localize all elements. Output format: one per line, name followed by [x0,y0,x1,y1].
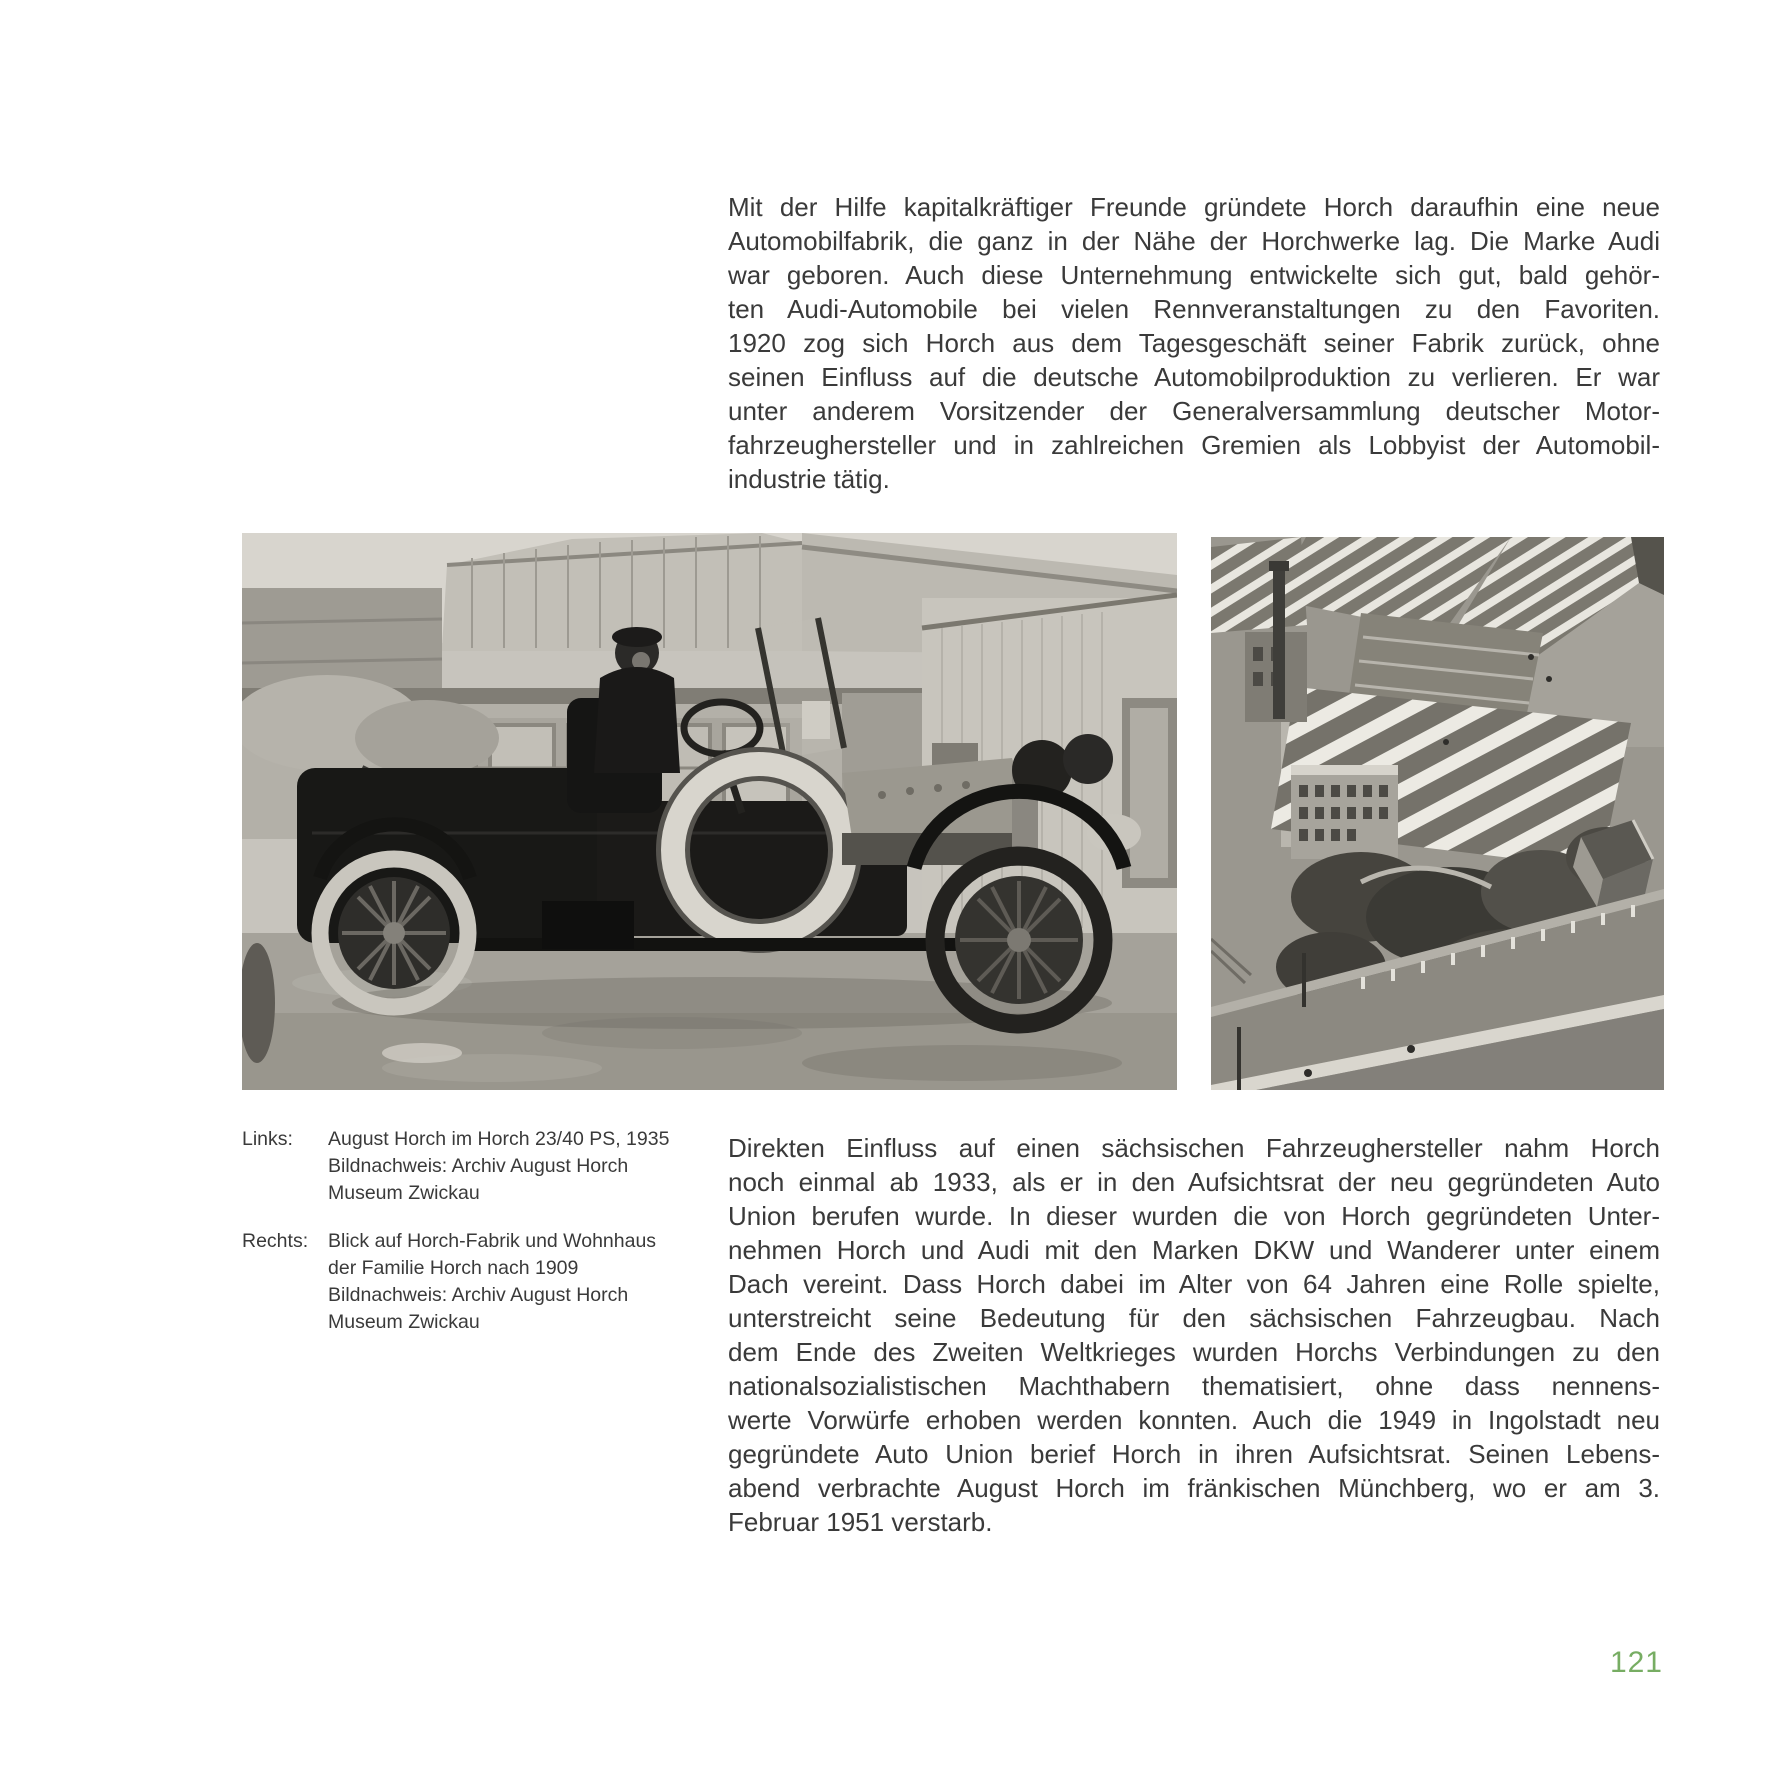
text-line: Mit der Hilfe kapitalkräftiger Freunde gründete Horch daraufhin eine neue [728,192,1660,222]
text-line: Automobilfabrik, die ganz in der Nähe der Horchwerke lag. Die Marke Audi [728,226,1660,256]
caption-left-photo [242,1126,673,1207]
photo-factory-aerial [1211,537,1664,1090]
text-line: seinen Einfluss auf die deutsche Automobilproduktion zu verlieren. Er war [728,362,1660,392]
wohnhaus-building [1291,765,1398,859]
caption-right-label: Rechts: [242,1230,309,1252]
text-line: noch einmal ab 1933, als er in den Aufsichtsrat der neu gegründeten Auto [728,1167,1660,1197]
text-line: Museum Zwickau [328,1311,480,1333]
text-line: war geboren. Auch diese Unternehmung entwickelte sich gut, bald gehör- [728,260,1660,290]
text-line: Union berufen wurde. In dieser wurden die von Horch gegründeten Unter- [728,1201,1660,1231]
text-line: 1920 zog sich Horch aus dem Tagesgeschäft seiner Fabrik zurück, ohne [728,328,1660,358]
rear-wheel [320,859,468,1007]
text-line: fahrzeughersteller und in zahlreichen Gremien als Lobbyist der Automobil- [728,430,1660,460]
text-line: Bildnachweis: Archiv August Horch [328,1284,629,1306]
text-line: Dach vereint. Dass Horch dabei im Alter von 64 Jahren eine Rolle spielte, [728,1269,1660,1299]
caption-left-label: Links: [242,1128,293,1150]
caption-right-text [328,1228,673,1336]
text-line: Blick auf Horch-Fabrik und Wohnhaus [328,1230,657,1252]
text-line: werte Vorwürfe erhoben werden konnten. Auch die 1949 in Ingolstadt neu [728,1405,1660,1435]
text-line: gegründete Auto Union berief Horch in ihren Aufsichtsrat. Seinen Lebens- [728,1439,1660,1469]
text-line: ten Audi-Automobile bei vielen Rennveranstaltungen zu den Favoriten. [728,294,1660,324]
front-wheel [935,856,1103,1024]
caption-left-text [328,1126,673,1207]
text-line: Bildnachweis: Archiv August Horch [328,1155,629,1177]
factory-chimney [1273,567,1285,719]
text-line: Februar 1951 verstarb. [728,1507,993,1537]
text-line: unterstreicht seine Bedeutung für den sächsischen Fahrzeugbau. Nach [728,1303,1660,1333]
text-line: nationalsozialistischen Machthabern thematisiert, ohne dass nennens- [728,1371,1660,1401]
text-line: der Familie Horch nach 1909 [328,1257,579,1279]
photo-horch-car [242,533,1177,1090]
text-line: Museum Zwickau [328,1182,480,1204]
text-line: August Horch im Horch 23/40 PS, 1935 [328,1128,670,1150]
page-number: 121 [1609,1646,1663,1679]
caption-right-photo [242,1228,673,1336]
paragraph-bottom [728,1131,1660,1539]
text-line: industrie tätig. [728,464,890,494]
paragraph-top [728,190,1660,496]
text-line: Direkten Einfluss auf einen sächsischen Fahrzeughersteller nahm Horch [728,1133,1660,1163]
text-line: nehmen Horch und Audi mit den Marken DKW und Wanderer unter einem [728,1235,1660,1265]
text-line: abend verbrachte August Horch im fränkischen Münchberg, wo er am 3. [728,1473,1660,1503]
text-line: dem Ende des Zweiten Weltkrieges wurden Horchs Verbindungen zu den [728,1337,1660,1367]
text-line: unter anderem Vorsitzender der Generalversammlung deutscher Motor- [728,396,1660,426]
